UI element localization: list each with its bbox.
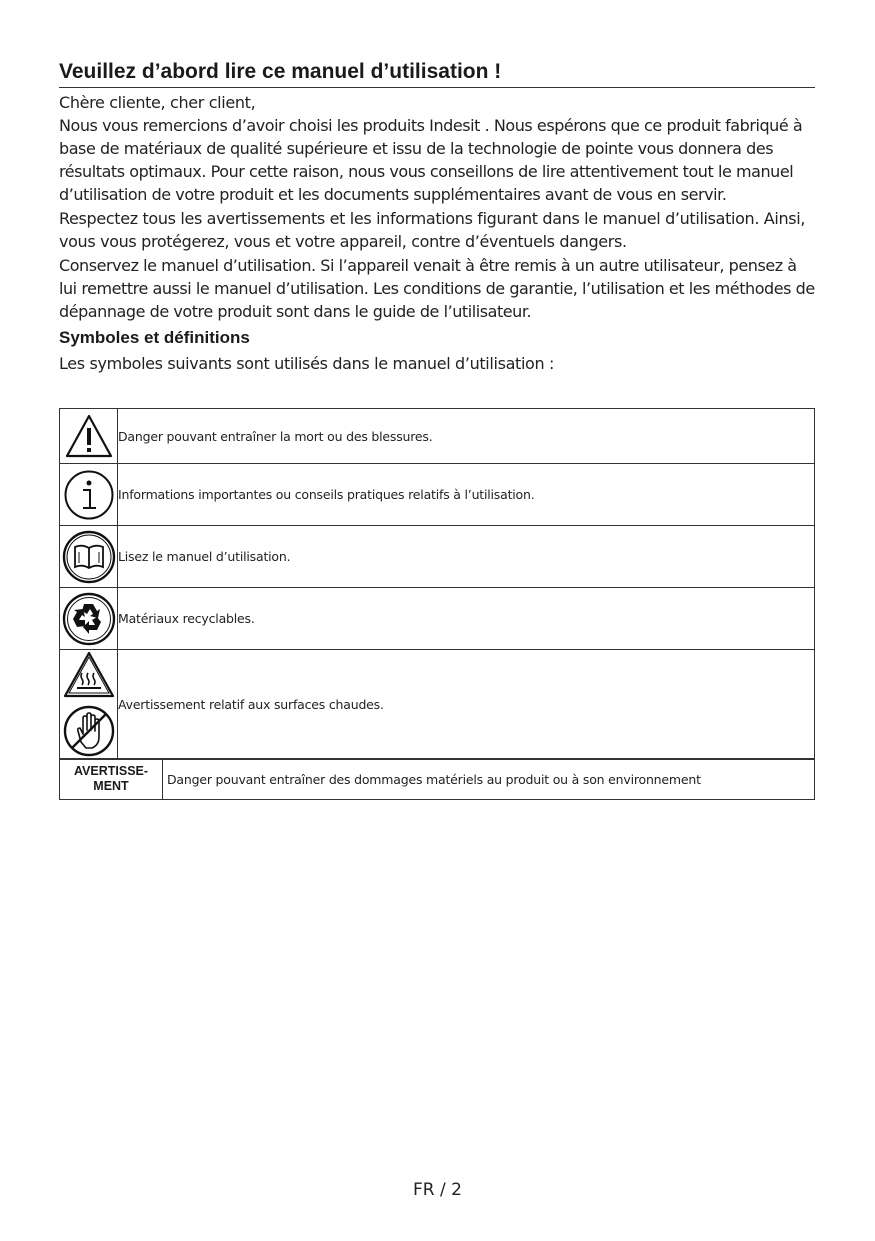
symbol-row-manual xyxy=(60,526,815,588)
page-content xyxy=(59,58,815,375)
warning-row xyxy=(60,759,815,800)
greeting: Chère cliente, cher client, xyxy=(59,93,256,112)
manual-book-icon xyxy=(62,530,116,584)
symbol-row-danger xyxy=(60,409,815,464)
warning-triangle-icon xyxy=(64,413,114,459)
symbol-row-hot-surface xyxy=(60,650,815,760)
info-icon xyxy=(63,469,115,521)
symbol-desc-recycle: Matériaux recyclables. xyxy=(118,588,815,650)
warning-table xyxy=(59,758,815,800)
symbol-desc-manual: Lisez le manuel d’utilisation. xyxy=(118,526,815,588)
symbols-intro: Les symboles suivants sont utilisés dans le manuel d’utilisation : xyxy=(59,354,555,373)
no-touch-icon xyxy=(62,704,116,758)
symbols-heading: Symboles et définitions xyxy=(59,328,250,347)
symbol-row-info xyxy=(60,464,815,526)
paragraph-warnings: Respectez tous les avertissements et les informations figurant dans le manuel d’utilisation. Ainsi, vous vous protégerez, vous et votre appareil, contre d’éventuels dangers. xyxy=(59,209,806,251)
symbol-desc-info: Informations importantes ou conseils pratiques relatifs à l’utilisation. xyxy=(118,464,815,526)
symbol-desc-hot-surface: Avertissement relatif aux surfaces chaudes. xyxy=(118,650,815,760)
page-number: FR / 2 xyxy=(413,1180,462,1200)
symbol-row-recycle xyxy=(60,588,815,650)
hot-surface-icon xyxy=(62,651,116,701)
paragraph-keep-manual: Conservez le manuel d’utilisation. Si l’appareil venait à être remis à un autre utilisateur, pensez à lui remettre aussi le manuel d’utilisation. Les conditions de garantie, l’utilisation et les méthodes de dépannage de votre produit sont dans le guide de l’utilisateur. xyxy=(59,256,815,321)
recycle-icon xyxy=(62,592,116,646)
symbol-desc-danger: Danger pouvant entraîner la mort ou des blessures. xyxy=(118,409,815,464)
page-title: Veuillez d’abord lire ce manuel d’utilisation ! xyxy=(59,58,815,88)
warning-label: AVERTISSE- MENT xyxy=(60,759,163,800)
warning-desc: Danger pouvant entraîner des dommages matériels au produit ou à son environnement xyxy=(163,759,815,800)
symbols-table xyxy=(59,408,815,760)
paragraph-thanks: Nous vous remercions d’avoir choisi les produits Indesit . Nous espérons que ce produit fabriqué à base de matériaux de qualité supérieure et issu de la technologie de pointe vous donnera des résultats optimaux. Pour cette raison, nous vous conseillons de lire attentivement tout le manuel d’utilisation de votre produit et les documents supplémentaires avant de vous en servir. xyxy=(59,116,803,204)
